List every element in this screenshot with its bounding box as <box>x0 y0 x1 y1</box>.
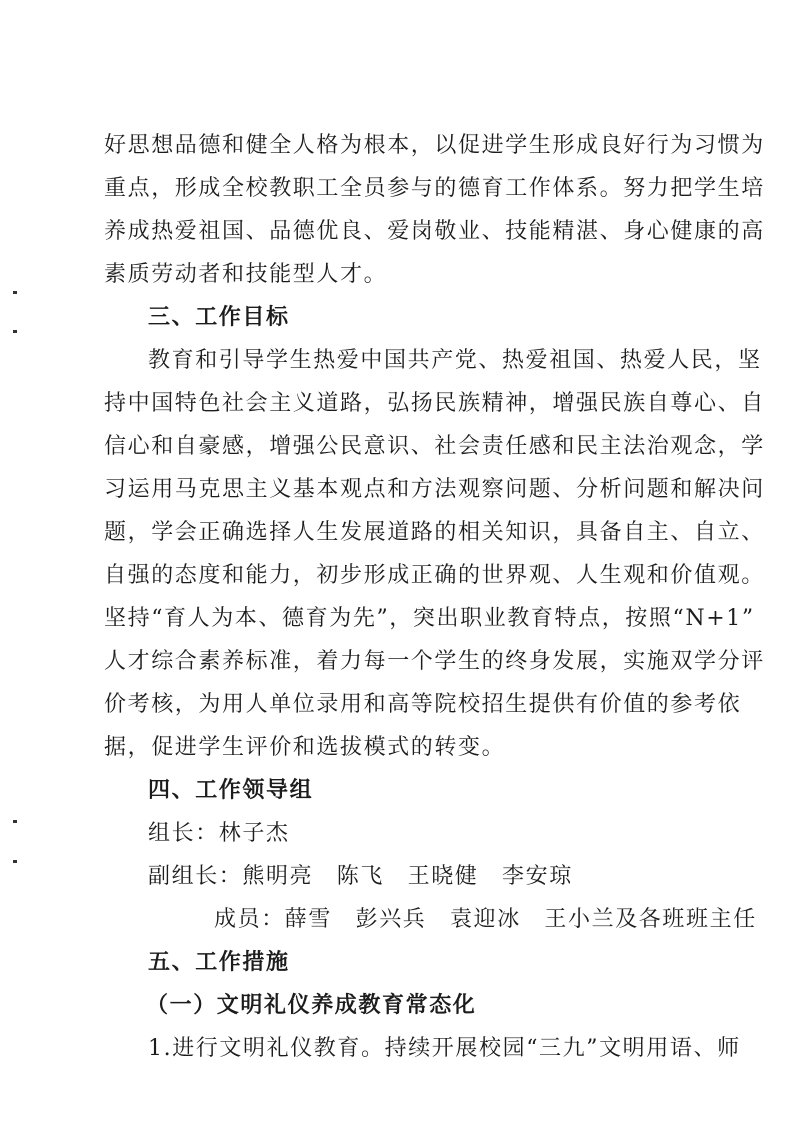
paragraph-line: 素质劳动者和技能型人才。 <box>104 262 388 287</box>
paragraph-line: 好思想品德和健全人格为根本，以促进学生形成良好行为习惯为 <box>104 133 765 158</box>
scan-mark <box>13 291 17 294</box>
paragraph-line: 价考核，为用人单位录用和高等院校招生提供有价值的参考依 <box>104 692 742 717</box>
members-line: 成员：薛雪 彭兴兵 袁迎冰 王小兰及各班班主任 <box>214 907 757 932</box>
paragraph-line: 持中国特色社会主义道路，弘扬民族精神，增强民族自尊心、自 <box>104 391 765 416</box>
paragraph-line: 题，学会正确选择人生发展道路的相关知识，具备自主、自立、 <box>104 520 765 545</box>
leader-line: 组长：林子杰 <box>148 821 290 846</box>
paragraph-line: 据，促进学生评价和选拔模式的转变。 <box>104 735 506 760</box>
paragraph-line: 养成热爱祖国、品德优良、爱岗敬业、技能精湛、身心健康的高 <box>104 219 765 244</box>
paragraph-line: 习运用马克思主义基本观点和方法观察问题、分析问题和解决问 <box>104 477 765 502</box>
paragraph-line: 人才综合素养标准，着力每一个学生的终身发展，实施双学分评 <box>104 649 765 674</box>
scan-mark <box>13 330 17 333</box>
paragraph-line: 教育和引导学生热爱中国共产党、热爱祖国、热爱人民，坚 <box>148 348 762 373</box>
section-heading-measures: 五、工作措施 <box>148 950 290 975</box>
paragraph-line: 信心和自豪感，增强公民意识、社会责任感和民主法治观念，学 <box>104 434 765 459</box>
paragraph-line: 自强的态度和能力，初步形成正确的世界观、人生观和价值观。 <box>104 563 765 588</box>
deputy-line: 副组长：熊明亮 陈飞 王晓健 李安琼 <box>148 864 573 889</box>
section-heading-leadership: 四、工作领导组 <box>148 778 314 803</box>
subsection-heading: （一）文明礼仪养成教育常态化 <box>146 993 477 1018</box>
paragraph-line: 坚持“育人为本、德育为先”，突出职业教育特点，按照“N+1” <box>104 606 755 631</box>
paragraph-line: 1.进行文明礼仪教育。持续开展校园“三九”文明用语、师 <box>148 1036 741 1061</box>
scan-mark <box>13 820 17 823</box>
scan-mark <box>13 860 17 863</box>
section-heading-goals: 三、工作目标 <box>148 305 290 330</box>
paragraph-line: 重点，形成全校教职工全员参与的德育工作体系。努力把学生培 <box>104 176 765 201</box>
